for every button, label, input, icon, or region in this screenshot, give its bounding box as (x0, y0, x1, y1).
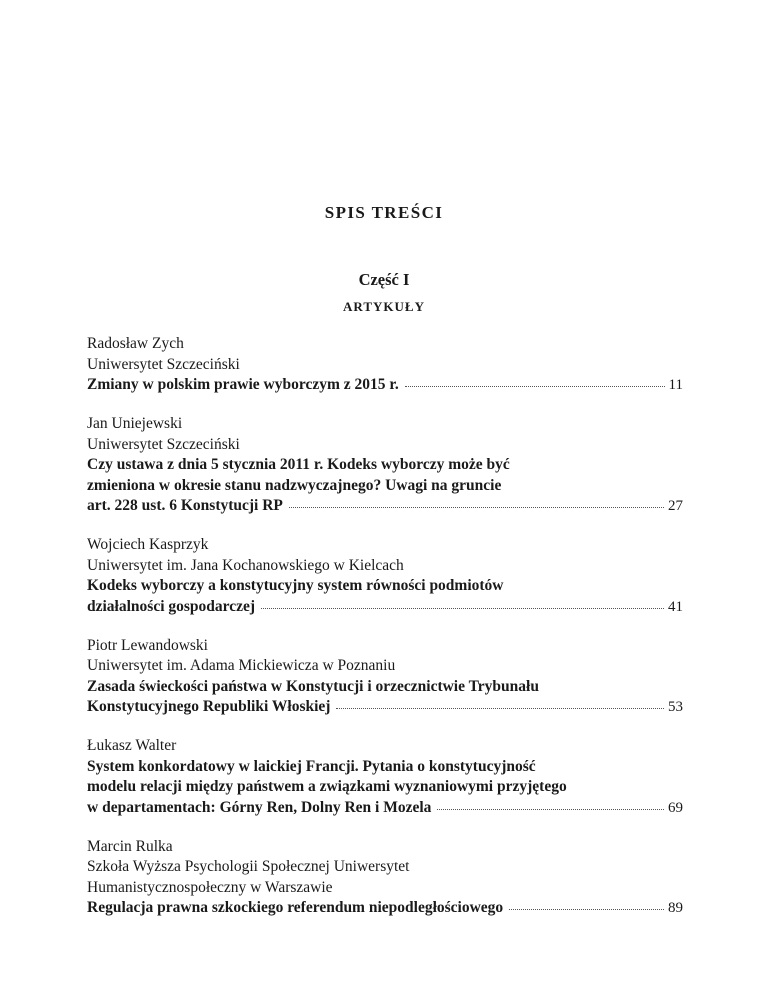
dot-leader (336, 708, 664, 709)
entry-title-last-line: art. 228 ust. 6 Konstytucji RP (87, 497, 283, 514)
entry-author: Marcin Rulka (87, 837, 173, 855)
entry-title-last-line: Zmiany w polskim prawie wyborczym z 2015 r. (87, 376, 399, 393)
page-number: 53 (668, 699, 683, 715)
entry-author: Łukasz Walter (87, 737, 177, 754)
toc-entry (87, 636, 683, 718)
entry-author: Jan Uniejewski (87, 415, 183, 432)
page-title: SPIS TREŚCI (324, 203, 444, 222)
part-title: Część I (358, 270, 410, 289)
entry-title-last-line: Konstytucyjnego Republiki Włoskiej (87, 698, 331, 715)
entry-title-with-page (87, 898, 683, 919)
entry-title-line: Zasada świeckości państwa w Konstytucji i orzecznictwie Trybunału (87, 677, 539, 695)
entry-affiliation: Uniwersytet im. Jana Kochanowskiego w Kielcach (87, 556, 404, 574)
entry-author: Wojciech Kasprzyk (87, 536, 209, 553)
entry-affiliation: Uniwersytet Szczeciński (87, 435, 240, 453)
dot-leader (437, 809, 664, 810)
entry-title-line: Czy ustawa z dnia 5 stycznia 2011 r. Kodeks wyborczy może być (87, 456, 510, 473)
entry-title-last-line: w departamentach: Górny Ren, Dolny Ren i Mozela (87, 798, 432, 816)
entry-title-line: zmieniona w okresie stanu nadzwyczajnego? Uwagi na gruncie (87, 476, 502, 494)
entry-affiliation: Uniwersytet im. Adama Mickiewicza w Poznaniu (87, 657, 396, 674)
entry-title-line: Kodeks wyborczy a konstytucyjny system równości podmiotów (87, 577, 504, 594)
entry-affiliation: Uniwersytet Szczeciński (87, 355, 240, 373)
page-number: 41 (668, 598, 683, 615)
toc-entry (87, 837, 683, 919)
entry-title-last-line: działalności gospodarczej (87, 597, 256, 615)
toc-entry (87, 334, 683, 396)
page-number: 69 (668, 799, 683, 816)
toc-entry (87, 535, 683, 617)
entry-title-with-page (87, 496, 683, 517)
page-number: 11 (668, 377, 683, 393)
page-number: 89 (668, 900, 683, 916)
table-of-contents (87, 334, 683, 937)
dot-leader (405, 386, 665, 387)
entry-author: Piotr Lewandowski (87, 636, 208, 654)
entry-affiliation: Humanistycznospołeczny w Warszawie (87, 878, 333, 896)
section-title: ARTYKUŁY (343, 299, 425, 314)
entry-title-with-page (87, 597, 683, 618)
entry-title-with-page (87, 375, 683, 396)
toc-entry (87, 414, 683, 517)
entry-author: Radosław Zych (87, 335, 184, 352)
page-number: 27 (668, 498, 683, 514)
entry-title-line: modelu relacji między państwem a związkami wyznaniowymi przyjętego (87, 778, 567, 795)
entry-title-with-page (87, 798, 683, 819)
dot-leader (289, 507, 664, 508)
entry-affiliation: Szkoła Wyższa Psychologii Społecznej Uniwersytet (87, 858, 410, 875)
toc-entry (87, 736, 683, 818)
dot-leader (509, 909, 664, 910)
entry-title-line: System konkordatowy w laickiej Francji. Pytania o konstytucyjność (87, 757, 536, 775)
entry-title-last-line: Regulacja prawna szkockiego referendum niepodległościowego (87, 899, 504, 916)
dot-leader (261, 608, 664, 609)
entry-title-with-page (87, 697, 683, 718)
